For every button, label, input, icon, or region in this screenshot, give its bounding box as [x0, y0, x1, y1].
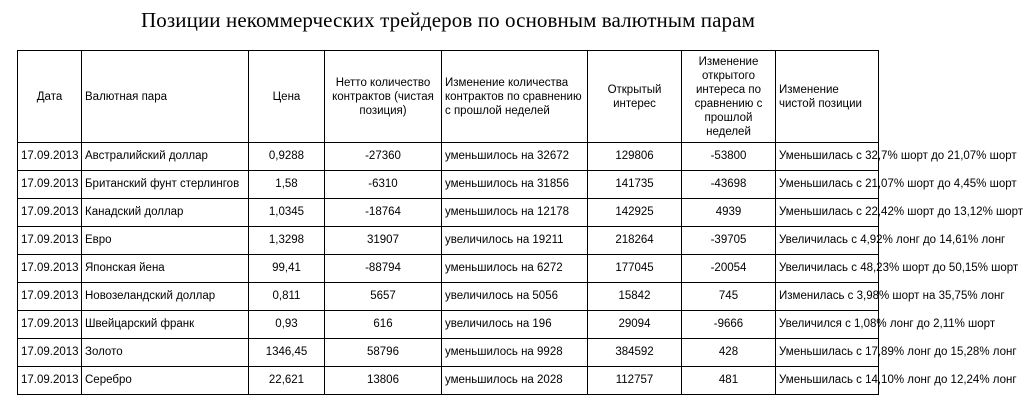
cell-open-interest: 112757	[588, 367, 682, 395]
table-row	[18, 143, 879, 171]
cell-open-interest: 15842	[588, 283, 682, 311]
cell-date: 17.09.2013	[18, 171, 82, 199]
cell-net: 58796	[325, 339, 442, 367]
cell-change: уменьшилось на 31856	[442, 171, 588, 199]
document-title: Позиции некоммерческих трейдеров по основным валютным парам	[141, 8, 755, 32]
table-row	[18, 283, 879, 311]
cell-oi-change: -20054	[682, 255, 776, 283]
cell-change: уменьшилось на 9928	[442, 339, 588, 367]
header-net-contracts: Нетто количество контрактов (чистая позиция)	[325, 51, 442, 143]
table-row	[18, 367, 879, 395]
cell-change: уменьшилось на 12178	[442, 199, 588, 227]
cell-change: уменьшилось на 2028	[442, 367, 588, 395]
table-row	[18, 255, 879, 283]
cell-price: 1,0345	[249, 199, 325, 227]
cell-net-position-change: Уменьшилась с 32,7% шорт до 21,07% шорт	[776, 143, 879, 171]
cell-pair: Канадский доллар	[82, 199, 249, 227]
cell-price: 0,93	[249, 311, 325, 339]
cell-open-interest: 141735	[588, 171, 682, 199]
cell-pair: Серебро	[82, 367, 249, 395]
cell-date: 17.09.2013	[18, 199, 82, 227]
header-price: Цена	[249, 51, 325, 143]
cell-oi-change: 4939	[682, 199, 776, 227]
cell-net: 31907	[325, 227, 442, 255]
cell-date: 17.09.2013	[18, 367, 82, 395]
table-row	[18, 171, 879, 199]
cell-date: 17.09.2013	[18, 143, 82, 171]
cell-net: -88794	[325, 255, 442, 283]
cell-pair: Золото	[82, 339, 249, 367]
cell-net-position-change: Уменьшилась с 21,07% шорт до 4,45% шорт	[776, 171, 879, 199]
cell-change: увеличилось на 19211	[442, 227, 588, 255]
cell-change: уменьшилось на 6272	[442, 255, 588, 283]
cell-pair: Новозеландский доллар	[82, 283, 249, 311]
header-open-interest-change: Изменение открытого интереса по сравнению с прошлой неделей	[682, 51, 776, 143]
cell-oi-change: -39705	[682, 227, 776, 255]
cell-open-interest: 129806	[588, 143, 682, 171]
cell-pair: Евро	[82, 227, 249, 255]
cell-change: уменьшилось на 32672	[442, 143, 588, 171]
cell-open-interest: 29094	[588, 311, 682, 339]
cell-net: 5657	[325, 283, 442, 311]
cell-date: 17.09.2013	[18, 283, 82, 311]
cell-oi-change: 481	[682, 367, 776, 395]
cell-price: 0,811	[249, 283, 325, 311]
cell-price: 22,621	[249, 367, 325, 395]
cell-pair: Японская йена	[82, 255, 249, 283]
cell-open-interest: 218264	[588, 227, 682, 255]
cell-net-position-change: Уменьшилась с 14,10% лонг до 12,24% лонг	[776, 367, 879, 395]
cell-net: 616	[325, 311, 442, 339]
table-row	[18, 339, 879, 367]
cell-net-position-change: Уменьшилась с 17,89% лонг до 15,28% лонг	[776, 339, 879, 367]
table-row	[18, 311, 879, 339]
cell-open-interest: 177045	[588, 255, 682, 283]
cell-net: -6310	[325, 171, 442, 199]
cell-net-position-change: Изменилась с 3,98% шорт на 35,75% лонг	[776, 283, 879, 311]
cell-price: 1346,45	[249, 339, 325, 367]
cell-change: увеличилось на 5056	[442, 283, 588, 311]
header-date: Дата	[18, 51, 82, 143]
cell-change: увеличилось на 196	[442, 311, 588, 339]
header-pair: Валютная пара	[82, 51, 249, 143]
cell-net-position-change: Увеличилась с 48,23% шорт до 50,15% шорт	[776, 255, 879, 283]
cell-date: 17.09.2013	[18, 255, 82, 283]
cell-pair: Австралийский доллар	[82, 143, 249, 171]
cell-pair: Швейцарский франк	[82, 311, 249, 339]
cell-price: 0,9288	[249, 143, 325, 171]
cell-net: 13806	[325, 367, 442, 395]
cell-price: 99,41	[249, 255, 325, 283]
cell-date: 17.09.2013	[18, 339, 82, 367]
header-open-interest: Открытый интерес	[588, 51, 682, 143]
cell-net: -27360	[325, 143, 442, 171]
header-contracts-change: Изменение количества контрактов по сравнению с прошлой неделей	[442, 51, 588, 143]
cell-date: 17.09.2013	[18, 311, 82, 339]
cell-pair: Британский фунт стерлингов	[82, 171, 249, 199]
cell-oi-change: 745	[682, 283, 776, 311]
cell-net-position-change: Увеличилась с 4,92% лонг до 14,61% лонг	[776, 227, 879, 255]
header-net-position-change: Изменение чистой позиции	[776, 51, 879, 143]
cell-price: 1,3298	[249, 227, 325, 255]
cell-date: 17.09.2013	[18, 227, 82, 255]
cell-net: -18764	[325, 199, 442, 227]
cell-oi-change: -9666	[682, 311, 776, 339]
cell-oi-change: -43698	[682, 171, 776, 199]
cell-net-position-change: Увеличился с 1,08% лонг до 2,11% шорт	[776, 311, 879, 339]
cell-open-interest: 142925	[588, 199, 682, 227]
cell-price: 1,58	[249, 171, 325, 199]
cell-oi-change: 428	[682, 339, 776, 367]
table-row	[18, 227, 879, 255]
table-header-row	[18, 51, 879, 143]
table-row	[18, 199, 879, 227]
cell-oi-change: -53800	[682, 143, 776, 171]
cell-open-interest: 384592	[588, 339, 682, 367]
positions-table	[17, 50, 1023, 395]
cell-net-position-change: Уменьшилась с 22,42% шорт до 13,12% шорт	[776, 199, 879, 227]
